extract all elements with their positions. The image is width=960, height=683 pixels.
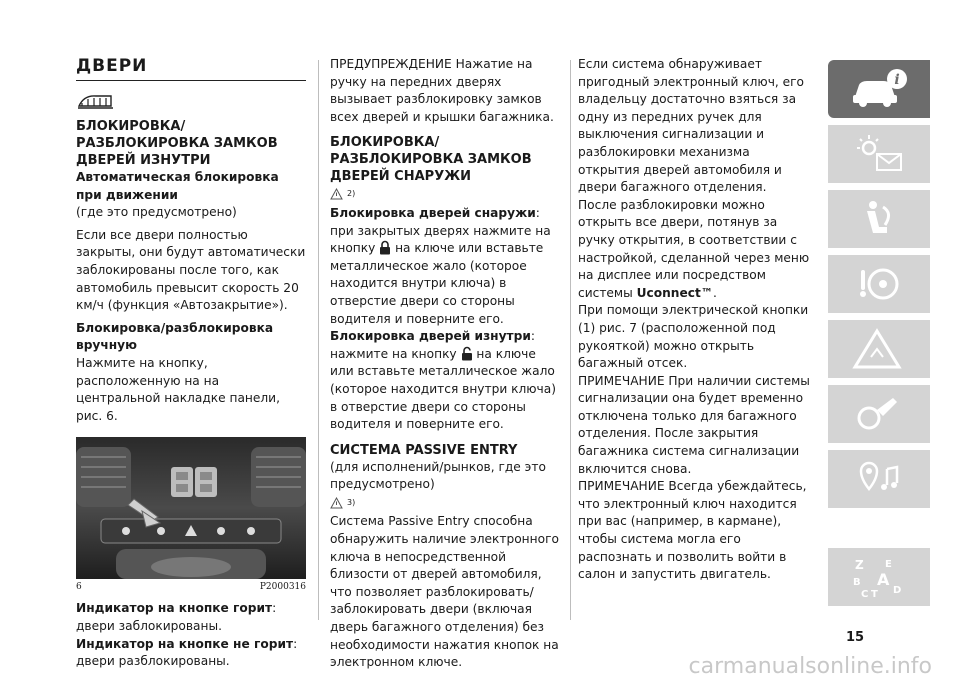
heading-lock-inside: БЛОКИРОВКА/РАЗБЛОКИРОВКА ЗАМКОВ ДВЕРЕЙ ИЗНУТРИ — [76, 119, 278, 168]
svg-text:B: B — [853, 577, 861, 588]
doors-logo-icon — [76, 91, 306, 113]
text-where-provided: (где это предусмотрено) — [76, 205, 237, 220]
tab-emergency[interactable] — [828, 320, 930, 378]
svg-text:E: E — [885, 559, 892, 570]
text-pe-where: (для исполнений/рынков, где это предусмотрено) — [330, 459, 546, 492]
unlock-icon — [461, 346, 473, 361]
tab-multimedia[interactable] — [828, 450, 930, 508]
warning-triangle-icon — [847, 327, 911, 371]
svg-text:T: T — [871, 589, 878, 599]
ref-number: 2) — [347, 189, 356, 199]
figure-6-photo — [76, 437, 306, 579]
alphabet-index-icon — [847, 555, 911, 599]
text-auto-lock: Если все двери полностью закрыты, они будут автоматически заблокированы после того, как автомобиль превысит скорость 20 км/ч (функция «Автозакрытие»). — [76, 227, 306, 313]
wheel-dashboard-icon — [847, 262, 911, 306]
warning-triangle-icon — [330, 188, 343, 200]
section-title: ДВЕРИ — [76, 56, 306, 81]
heading-passive-entry: СИСТЕМА PASSIVE ENTRY — [330, 442, 518, 458]
text-indicator-off-rest: : двери разблокированы. — [76, 636, 298, 669]
tab-safety[interactable] — [828, 190, 930, 248]
figure-number: 6 — [76, 582, 82, 593]
heading-auto-lock: Автоматическая блокировка при движении — [76, 170, 279, 202]
text-lock-outside-bold: Блокировка дверей снаружи — [330, 205, 536, 220]
car-info-icon — [847, 67, 911, 111]
text-warning-handle: ПРЕДУПРЕЖДЕНИЕ Нажатие на ручку на передних дверях вызывает разблокировку замков всех дверей и крышки багажника. — [330, 57, 554, 124]
figure-caption — [76, 582, 306, 592]
column-1 — [76, 56, 306, 671]
page-number: 15 — [846, 630, 865, 645]
warning-ref-2 — [330, 185, 562, 205]
uconnect-label: Uconnect™ — [636, 285, 713, 300]
service-wrench-icon — [847, 392, 911, 436]
tab-index[interactable] — [828, 548, 930, 606]
text-note-alarm: ПРИМЕЧАНИЕ При наличии системы сигнализации она будет временно отключена только для багажного отделения. После закрытия багажника система сигнализации включится снова. — [578, 373, 810, 476]
text-indicator-on-rest: : двери заблокированы. — [76, 601, 277, 633]
tab-lights[interactable] — [828, 125, 930, 183]
text-indicator-off-bold: Индикатор на кнопке не горит — [76, 636, 294, 651]
text-indicator-on — [76, 600, 306, 635]
column-divider-2 — [570, 60, 571, 620]
text-lock-inside — [330, 328, 562, 434]
svg-text:Z: Z — [855, 558, 864, 572]
text-pe-detect: Если система обнаруживает пригодный электронный ключ, его владельцу достаточно взяться за одну из передних ручек для выключения сигнализации и разблокировки механизма открытия дверей автомобиля и двери багажного отделения. — [578, 57, 804, 195]
tab-driving[interactable] — [828, 255, 930, 313]
text-lock-inside-a: : нажмите на кнопку — [330, 329, 535, 361]
watermark: carmanualsonline.info — [688, 654, 932, 679]
text-note-key: ПРИМЕЧАНИЕ Всегда убеждайтесь, что электронный ключ находится при вас (например, в кармане), чтобы система могла его распознать и позволить войти в салон и запустить двигатель. — [578, 479, 807, 582]
text-manual-lock: Нажмите на кнопку, расположенную на на центральной накладке панели, рис. 6. — [76, 355, 280, 423]
warning-triangle-icon — [330, 497, 343, 509]
figure-code: P2000316 — [259, 582, 306, 593]
text-trunk-button: При помощи электрической кнопки (1) рис. 7 (расположенной под рукояткой) можно открыть багажный отсек. — [578, 303, 809, 371]
svg-text:D: D — [893, 585, 902, 596]
text-indicator-on-bold: Индикатор на кнопке горит — [76, 601, 273, 616]
svg-text:A: A — [877, 570, 890, 589]
column-divider-1 — [318, 60, 319, 620]
heading-lock-outside: БЛОКИРОВКА/РАЗБЛОКИРОВКА ЗАМКОВ ДВЕРЕЙ СНАРУЖИ — [330, 135, 532, 185]
text-pe-unlock-a: После разблокировки можно открыть все двери, потянув за ручку открытия, в соответствии с настройкой, сделанной через меню на дисплее или посредством системы — [578, 197, 810, 300]
column-3 — [578, 56, 814, 584]
text-lock-outside — [330, 205, 562, 328]
map-pin-music-icon — [847, 457, 911, 501]
text-lock-outside-b: на ключе или вставьте металлическое жало (которое находится внутри ключа) в отверстие двери со стороны водителя и поверните его. — [330, 241, 544, 326]
column-2 — [330, 56, 562, 672]
text-pe-unlock — [578, 197, 814, 303]
warning-ref-3 — [330, 494, 562, 514]
airbag-seat-icon — [847, 197, 911, 241]
lights-mail-icon — [847, 132, 911, 176]
text-pe-unlock-b: . — [712, 285, 717, 300]
svg-text:i: i — [894, 72, 900, 88]
text-lock-outside-a: : при закрытых дверях нажмите на кнопку — [330, 205, 551, 256]
lock-icon — [379, 240, 391, 255]
text-passive-entry: Система Passive Entry способна обнаружить наличие электронного ключа в непосредственной близости от дверей автомобиля, что позволяет разблокировать/заблокировать двери (включая дверь багажного отделения) без необходимости нажатия кнопок на электронном ключе. — [330, 514, 559, 670]
text-indicator-off — [76, 636, 306, 671]
svg-text:C: C — [861, 589, 869, 599]
heading-manual-lock: Блокировка/разблокировка вручную — [76, 320, 274, 353]
tab-car-info[interactable] — [828, 60, 930, 118]
tab-maintenance[interactable] — [828, 385, 930, 443]
ref-number: 3) — [347, 497, 356, 507]
text-lock-inside-bold: Блокировка дверей изнутри — [330, 329, 531, 344]
text-lock-inside-b: на ключе или вставьте металлическое жало (которое находится внутри ключа) в отверстие двери со стороны водителя и поверните его. — [330, 346, 556, 432]
